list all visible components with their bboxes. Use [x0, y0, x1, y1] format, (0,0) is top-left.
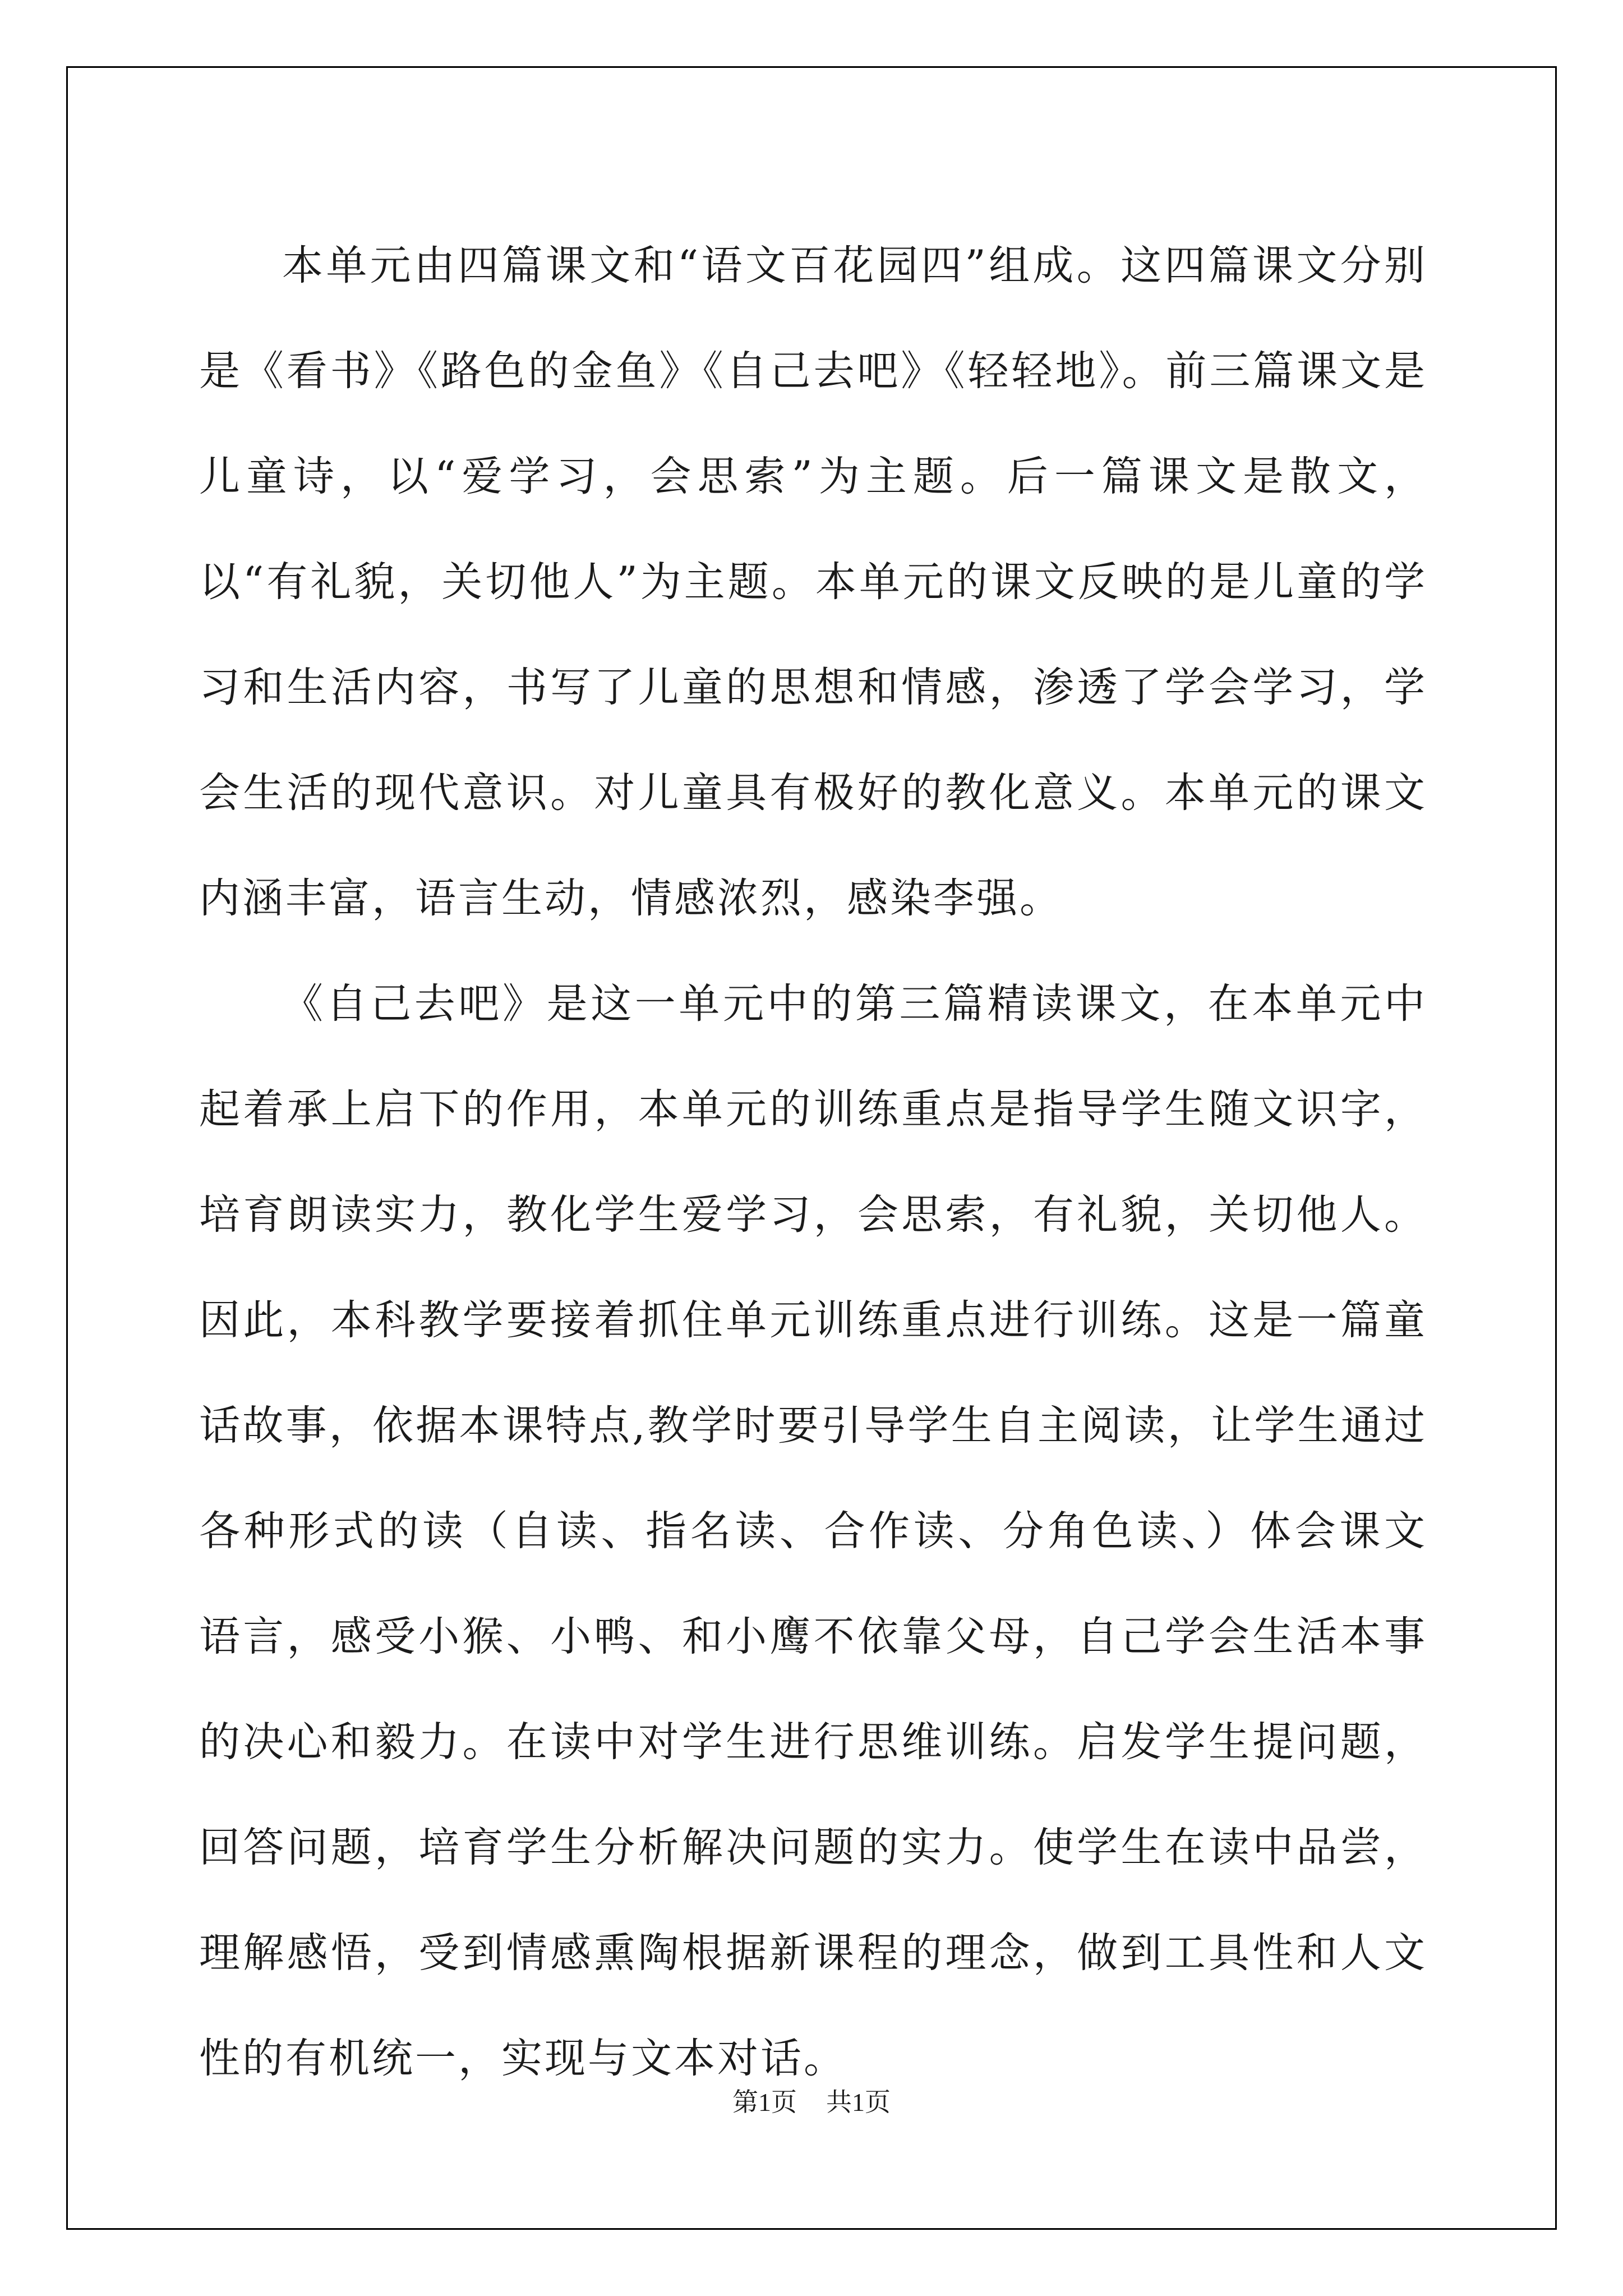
page-total: 共1页 — [826, 2088, 891, 2116]
paragraph-2: 《自己去吧》是这一单元中的第三篇精读课文，在本单元中起着承上启下的作用，本单元的训练重点是指导学生随文识字，培育朗读实力，教化学生爱学习，会思索，有礼貌，关切他人。因此，本科教学要接着抓住单元训练重点进行训练。这是一篇童话故事，依据本课特点,教学时要引导学生自主阅读，让学生通过各种形式的读（自读、指名读、合作读、分角色读、）体会课文语言，感受小猴、小鸭、和小鹰不依靠父母，自己学会生活本事的决心和毅力。在读中对学生进行思维训练。启发学生提问题，回答问题，培育学生分析解决问题的实力。使学生在读中品尝，理解感悟，受到情感熏陶根据新课程的理念，做到工具性和人文性的有机统一，实现与文本对话。 — [199, 980, 1427, 2082]
paragraph-1: 本单元由四篇课文和“语文百花园四”组成。这四篇课文分别是《看书》《路色的金鱼》《自己去吧》《轻轻地》。前三篇课文是儿童诗，以“爱学习，会思索”为主题。后一篇课文是散文，以“有礼貌，关切他人”为主题。本单元的课文反映的是儿童的学习和生活内容，书写了儿童的思想和情感，渗透了学会学习，学会生活的现代意识。对儿童具有极好的教化意义。本单元的课文内涵丰富，语言生动，情感浓烈，感染李强。 — [199, 242, 1427, 922]
document-body — [199, 213, 1427, 2111]
page-number: 第1页 — [732, 2088, 797, 2116]
page-footer — [0, 2086, 1623, 2119]
